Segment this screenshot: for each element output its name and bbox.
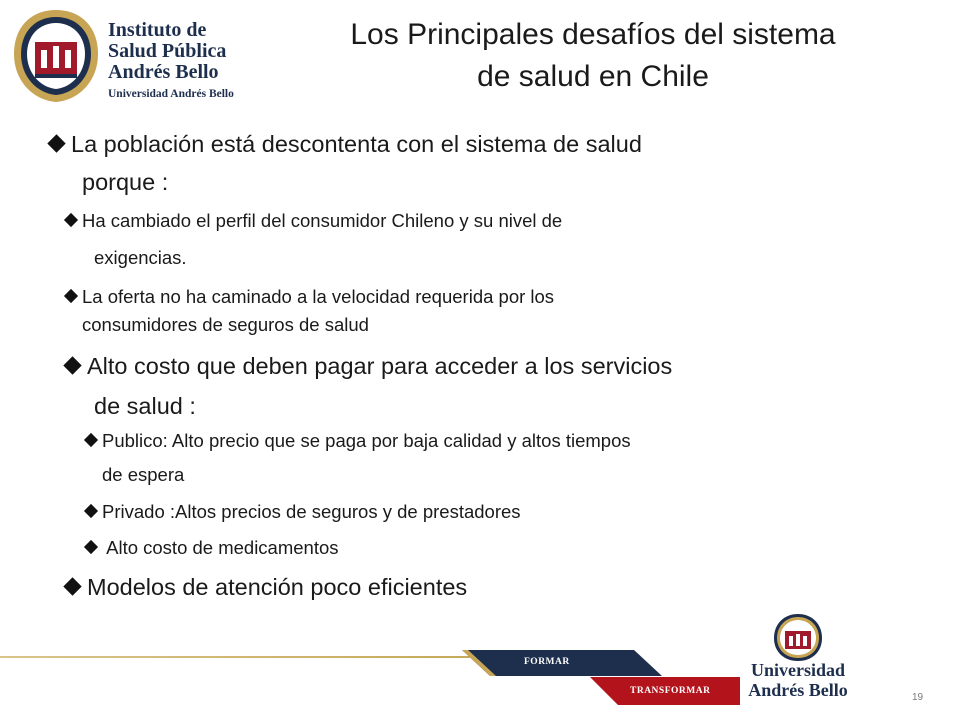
bullet-text: Alto costo de medicamentos: [102, 537, 339, 558]
bullet-text: de salud :: [94, 393, 196, 419]
bullet-continuation: [82, 310, 369, 340]
diamond-bullet-icon: [64, 289, 78, 303]
institute-emblem-icon: [8, 6, 104, 106]
sub-bullet-item: [86, 426, 631, 456]
diamond-bullet-icon: [63, 356, 81, 374]
diamond-bullet-icon: [63, 577, 81, 595]
institute-logo: [8, 6, 270, 106]
title-line-2: de salud en Chile: [477, 60, 709, 93]
formar-band: [462, 650, 662, 676]
bullet-text: de espera: [102, 464, 185, 485]
university-logo-text: [744, 660, 852, 700]
transformar-band: [590, 677, 740, 705]
logo-line: Andrés Bello: [748, 680, 848, 700]
footer-divider: [0, 656, 470, 658]
university-emblem-icon: [744, 612, 852, 662]
sub-bullet-item: [86, 497, 521, 527]
formar-label: FORMAR: [524, 657, 570, 667]
logo-line: Andrés Bello: [108, 61, 219, 83]
logo-line: Instituto de: [108, 19, 207, 41]
sub-bullet-item: [66, 282, 554, 312]
page-number: 19: [912, 692, 924, 703]
university-logo: [744, 612, 852, 712]
bullet-text: Publico: Alto precio que se paga por baja calidad y altos tiempos: [102, 430, 631, 451]
sub-bullet-item: [86, 533, 339, 563]
diamond-bullet-icon: [84, 433, 98, 447]
bullet-text: exigencias.: [94, 247, 187, 268]
bullet-text: La población está descontenta con el sistema de salud: [71, 131, 642, 157]
bullet-text: Modelos de atención poco eficientes: [87, 574, 468, 600]
bullet-text: porque :: [82, 169, 169, 195]
logo-line: Salud Pública: [108, 40, 227, 62]
sub-bullet-item: [66, 206, 562, 236]
bullet-text: Alto costo que deben pagar para acceder a los servicios: [87, 353, 673, 379]
institute-logo-text: [108, 20, 234, 100]
slide-title: [268, 14, 918, 98]
bullet-continuation: [82, 164, 168, 200]
diamond-bullet-icon: [47, 134, 65, 152]
bullet-item: [50, 126, 642, 162]
bullet-item: [66, 348, 672, 384]
bullet-continuation: [102, 460, 184, 490]
transformar-label: TRANSFORMAR: [630, 686, 711, 696]
bullet-item: [66, 569, 467, 605]
logo-line: Universidad: [750, 660, 846, 680]
bullet-text: consumidores de seguros de salud: [82, 314, 369, 335]
logo-subtitle: Universidad Andrés Bello: [108, 88, 234, 100]
bullet-continuation: [94, 388, 196, 424]
diamond-bullet-icon: [84, 504, 98, 518]
diamond-bullet-icon: [84, 540, 98, 554]
bullet-text: Privado :Altos precios de seguros y de prestadores: [102, 501, 521, 522]
bullet-text: La oferta no ha caminado a la velocidad requerida por los: [82, 286, 555, 307]
title-line-1: Los Principales desafíos del sistema: [350, 18, 836, 51]
bullet-continuation: [94, 243, 187, 273]
bullet-text: Ha cambiado el perfil del consumidor Chileno y su nivel de: [82, 210, 563, 231]
diamond-bullet-icon: [64, 213, 78, 227]
